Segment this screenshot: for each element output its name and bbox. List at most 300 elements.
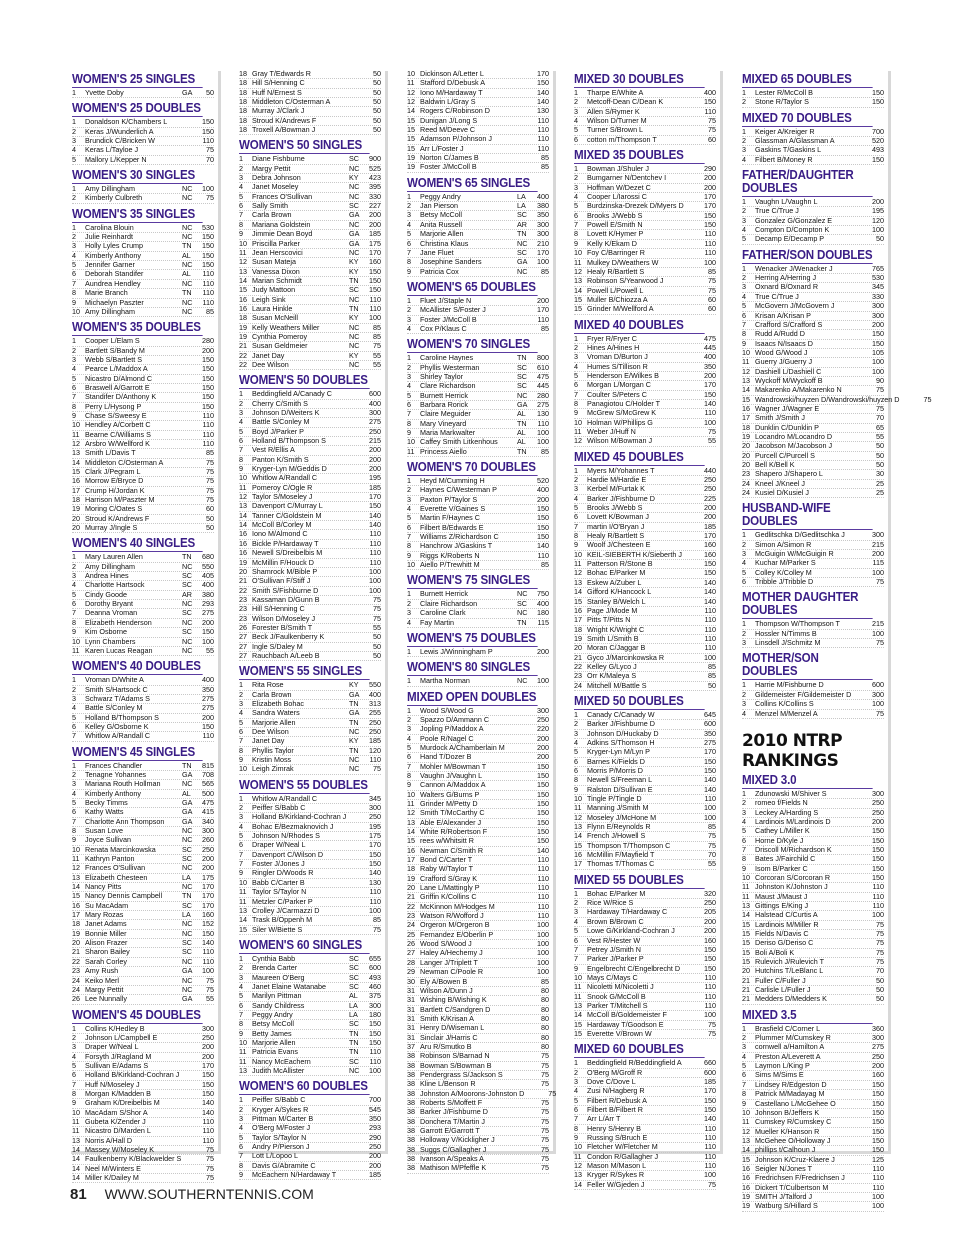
state (684, 1011, 698, 1019)
player-name: Plummer M/Cumskey R (755, 1033, 831, 1043)
state (852, 790, 866, 798)
rank: 15 (407, 134, 415, 144)
points: 110 (872, 1182, 884, 1192)
player-name: Davenport C/Murray L (252, 501, 323, 511)
points: 110 (704, 1142, 716, 1152)
player-name: Vest R/Hester W (587, 935, 641, 945)
points: 130 (537, 106, 549, 116)
rank: 4 (574, 493, 578, 503)
player-name: Crafford S/Gray K (420, 873, 477, 883)
points: 140 (537, 87, 549, 97)
section-title: WOMEN'S 50 DOUBLES (239, 373, 368, 388)
points: 200 (202, 712, 214, 722)
player-name: Cynthia Pomeroy (252, 331, 308, 341)
rank: 8 (742, 329, 746, 339)
section-title: WOMEN'S 70 SINGLES (407, 338, 538, 353)
points: 110 (537, 550, 549, 560)
player-name: Orr K/Maleya S (587, 671, 637, 681)
points: 75 (373, 604, 381, 614)
player-name: Foy C/Barringer R (587, 248, 645, 258)
player-name: Marjorie Allen (420, 229, 464, 239)
state: TN (182, 288, 192, 298)
points: 110 (704, 615, 716, 625)
state (852, 424, 866, 432)
rank: 12 (239, 492, 247, 502)
points: 75 (541, 1154, 549, 1164)
state: NC (182, 260, 193, 270)
points: 75 (206, 1173, 214, 1183)
points: 610 (537, 362, 549, 372)
state (852, 470, 866, 478)
state (684, 532, 698, 540)
player-name: Garrott E/Garrott T (420, 1126, 480, 1135)
points: 140 (369, 510, 381, 520)
points: 185 (704, 1076, 716, 1086)
player-name: Kryger-Lyn M/Geddis D (252, 464, 327, 474)
points: 600 (369, 389, 381, 399)
points: 175 (202, 872, 214, 882)
player-name: Sally Smith (252, 201, 288, 211)
rank: 8 (407, 770, 411, 780)
player-name: Nancy Dennis Campbell (85, 891, 163, 901)
section-title: WOMEN'S 70 DOUBLES (407, 460, 536, 475)
player-name: Riggs K/Roberts N (420, 550, 480, 560)
player-name: Janet Moseley (252, 182, 299, 192)
player-name: Henry D/Wiseman L (420, 1023, 485, 1033)
rank: 6 (407, 752, 411, 762)
rank: 1 (742, 530, 746, 540)
state (517, 1099, 531, 1107)
player-name: Suggs C/Gallagher J (420, 1144, 487, 1154)
rank: 38 (407, 1069, 415, 1079)
rank: 1 (742, 263, 746, 273)
rank: 13 (742, 900, 750, 910)
rank: 24 (407, 920, 415, 930)
points: 300 (872, 301, 884, 311)
rank: 21 (239, 341, 247, 351)
ranking-row (72, 308, 214, 317)
state (517, 297, 531, 305)
points: 110 (704, 106, 716, 116)
player-name: Simon A/Simon R (755, 539, 812, 549)
state (349, 1143, 363, 1151)
player-name: Aundrea Hendley (85, 278, 141, 288)
points: 150 (872, 1098, 884, 1108)
player-name: Kimberly Anthony (85, 250, 141, 260)
player-name: Poole R/Nagel C (420, 733, 474, 743)
player-name: Grinder M/Wellford A (587, 304, 654, 314)
player-name: Isaacs N/Isaacs D (755, 338, 813, 348)
ranking-row (407, 163, 549, 172)
rank: 11 (742, 882, 750, 892)
player-name: Fay Martin (420, 617, 454, 627)
rank: 11 (72, 429, 80, 439)
section-title: MIXED 65 DOUBLES (742, 73, 873, 88)
player-name: Debra Johnson (252, 173, 301, 183)
rank: 6 (742, 835, 746, 845)
state: TN (517, 617, 527, 627)
state (517, 1043, 531, 1051)
player-name: Wagner J/Wagner E (755, 403, 820, 413)
rank: 2 (574, 342, 578, 352)
points: 75 (708, 125, 716, 135)
points: 185 (704, 521, 716, 531)
state (852, 691, 866, 699)
player-name: Bell K/Bell K (755, 460, 795, 469)
state (852, 958, 866, 966)
state: NC (349, 294, 360, 304)
player-name: Kathy Watts (85, 807, 124, 817)
state: SC (517, 598, 527, 608)
player-name: Tingle P/Tingle D (587, 794, 642, 804)
points: 80 (541, 1023, 549, 1033)
section-title: HUSBAND-WIFE DOUBLES (742, 502, 873, 530)
player-name: Beddingfield R/Beddingfield A (587, 1058, 682, 1068)
state (852, 827, 866, 835)
state (852, 902, 866, 910)
points: 75 (541, 1135, 549, 1145)
points: 530 (202, 222, 214, 232)
points: 110 (704, 229, 716, 239)
player-name: Davenport C/Wilson D (252, 849, 324, 859)
player-name: Canady C/Canady W (587, 709, 655, 719)
state (852, 949, 866, 957)
rank: 6 (574, 766, 578, 775)
points: 75 (708, 1179, 716, 1189)
player-name: McGovern J/McGovern J (755, 301, 835, 311)
rank: 10 (239, 764, 247, 774)
state (517, 856, 531, 864)
points: 75 (708, 1019, 716, 1029)
state (349, 98, 363, 106)
player-name: Shapero J/Shapero L (755, 469, 823, 479)
state (852, 541, 866, 549)
player-name: Holly Lyles Crump (85, 241, 144, 251)
state: SC (349, 981, 359, 991)
player-name: Cindy Goode (85, 589, 127, 599)
column-card (68, 68, 218, 1183)
rank: 13 (574, 822, 582, 832)
rank: 13 (239, 1066, 247, 1075)
state (517, 98, 531, 106)
state: SC (517, 247, 527, 257)
ranking-row (742, 489, 884, 498)
rank: 9 (239, 1028, 243, 1038)
state (517, 145, 531, 153)
points: 150 (369, 266, 381, 276)
rank: 27 (407, 948, 415, 958)
player-name: McAllister S/Foster J (420, 305, 486, 315)
rank: 7 (407, 761, 411, 771)
ranking-section (742, 73, 884, 108)
player-name: Fuller C/Fuller J (755, 975, 806, 985)
points: 150 (202, 260, 214, 270)
points: 275 (704, 737, 716, 747)
state: NC (349, 331, 360, 341)
points: 100 (704, 257, 716, 267)
points: 60 (708, 134, 716, 144)
points: 150 (202, 392, 214, 402)
points: 250 (872, 798, 884, 808)
rank: 10 (72, 420, 80, 430)
player-name: Stafford D/Debusk A (420, 78, 485, 88)
points: 185 (369, 482, 381, 492)
state (517, 903, 531, 911)
player-name: Morgan K/Madden B (85, 1088, 151, 1098)
state: SC (517, 381, 527, 391)
state (349, 643, 363, 651)
rank: 18 (407, 864, 415, 874)
points: 300 (872, 788, 884, 798)
points: 110 (704, 643, 716, 653)
rank: 8 (239, 454, 243, 464)
state (852, 977, 866, 985)
rank: 6 (72, 269, 76, 279)
points: 75 (206, 485, 214, 495)
player-name: Janet Adams (85, 919, 127, 929)
rank: 2 (407, 598, 411, 608)
rank: 8 (407, 418, 411, 428)
rank: 10 (72, 844, 80, 854)
rank: 4 (742, 558, 746, 568)
rank: 5 (239, 831, 243, 841)
state: NC (182, 984, 193, 994)
points: 150 (537, 827, 549, 836)
points: 293 (202, 599, 214, 609)
points: 210 (537, 238, 549, 248)
player-name: Clark J/Pegram L (85, 467, 141, 476)
ranking-section (239, 1080, 381, 1180)
state (684, 240, 698, 248)
rankings-heading: 2010 NTRP RANKINGS (742, 730, 843, 771)
points: 60 (206, 504, 214, 514)
points: 160 (704, 540, 716, 550)
state (684, 786, 698, 794)
player-name: Spazzo D/Ammann C (420, 714, 490, 724)
points: 150 (872, 1079, 884, 1089)
rank: 38 (407, 1060, 415, 1070)
rank: 17 (742, 413, 750, 423)
rank: 24 (742, 488, 750, 498)
player-name: Andrea Hines (85, 571, 129, 581)
points: 150 (872, 872, 884, 882)
rank: 17 (72, 910, 80, 920)
rank: 11 (742, 357, 750, 367)
state (852, 531, 866, 539)
rank: 2 (239, 689, 243, 699)
points: 75 (876, 947, 884, 957)
points: 85 (206, 448, 214, 458)
rank: 3 (72, 571, 76, 581)
points: 30 (876, 469, 884, 479)
rank: 18 (72, 919, 80, 929)
state: AL (182, 250, 191, 260)
state (182, 468, 196, 476)
player-name: True C/True J (755, 206, 799, 216)
points: 200 (537, 494, 549, 504)
state: NC (349, 322, 360, 332)
player-name: Holland B/Kirkland-Cochran J (85, 1070, 180, 1080)
rank: 6 (239, 201, 243, 211)
points: 55 (206, 645, 214, 655)
rank: 30 (407, 976, 415, 986)
state (684, 711, 698, 719)
player-name: Forsyth J/Ragland M (85, 1051, 152, 1061)
points: 200 (369, 219, 381, 229)
state (182, 1137, 196, 1145)
points: 275 (369, 417, 381, 427)
rank: 11 (574, 559, 582, 569)
player-name: Arr L/Arr T (587, 1114, 621, 1124)
section-title: MIXED 45 DOUBLES (574, 451, 705, 466)
points: 250 (704, 475, 716, 485)
state (684, 946, 698, 954)
state (517, 931, 531, 939)
player-name: Paxton P/Taylor S (420, 494, 478, 504)
state: AR (517, 219, 527, 229)
points: 50 (373, 97, 381, 107)
state (852, 405, 866, 413)
rank: 9 (72, 1098, 76, 1108)
state (182, 496, 196, 504)
points: 50 (708, 680, 716, 690)
player-name: Janet Day (252, 350, 285, 360)
player-name: Robinson S/Yearwood J (587, 276, 664, 286)
ranking-row (72, 732, 214, 741)
state (182, 1071, 196, 1079)
player-name: Barker J/Fishburne D (587, 719, 655, 729)
rank: 5 (407, 229, 411, 239)
points: 250 (369, 727, 381, 736)
section-title: WOMEN'S 35 DOUBLES (72, 320, 201, 335)
site-url[interactable]: WWW.SOUTHERNTENNIS.COM (104, 1186, 314, 1202)
state: SC (182, 900, 192, 910)
rank: 10 (742, 872, 750, 882)
player-name: Christina Klaus (420, 238, 469, 248)
rank: 1 (574, 88, 578, 97)
state (517, 1155, 531, 1163)
player-name: Tribble J/Tribble D (755, 577, 814, 587)
player-name: Betsy McColl (420, 210, 462, 220)
player-name: Muller B/Chiozza A (587, 294, 648, 304)
state: SC (182, 938, 192, 948)
rank: 3 (742, 215, 746, 225)
state: NC (182, 882, 193, 892)
player-name: Mueller K/Hanson R (755, 1126, 820, 1136)
points: 75 (708, 840, 716, 850)
state (182, 459, 196, 467)
player-name: Haynes C/Westerman P (420, 485, 497, 495)
points: 70 (708, 850, 716, 860)
points: 85 (708, 661, 716, 671)
state: GA (349, 708, 360, 718)
points: 445 (704, 342, 716, 352)
state (349, 1152, 363, 1160)
player-name: Glassman A/Glassman A (755, 136, 835, 146)
player-name: Jane Fluet (420, 247, 454, 257)
points: 140 (537, 845, 549, 855)
points: 110 (202, 429, 214, 439)
state (517, 325, 531, 333)
state (852, 368, 866, 376)
rank: 2 (239, 163, 243, 173)
points: 110 (537, 892, 549, 902)
player-name: Caroline Haynes (420, 353, 474, 363)
player-name: Pearce L/Maddox A (85, 364, 148, 374)
player-name: Able E/Alexander J (420, 817, 482, 827)
rank: 14 (72, 1173, 80, 1183)
rank: 2 (742, 97, 746, 107)
player-name: Walters G/Burns P (420, 789, 480, 799)
state (852, 358, 866, 366)
player-name: Zusi N/Hagberg R (587, 1086, 645, 1096)
rank: 1 (574, 164, 578, 174)
state (182, 714, 196, 722)
player-name: SMITH J/Talford J (755, 1191, 813, 1201)
player-name: Boyd J/Parker P (252, 426, 304, 436)
state: NC (182, 599, 193, 609)
rank: 7 (742, 844, 746, 854)
page-number: 81 (70, 1186, 87, 1203)
rank: 11 (574, 257, 582, 267)
ranking-section (407, 632, 549, 657)
player-name: Taylor S/Taylor N (252, 1132, 307, 1142)
points: 150 (369, 1019, 381, 1029)
state (517, 735, 531, 743)
state (517, 921, 531, 929)
player-name: Condon R/Gallagher J (587, 1151, 659, 1161)
points: 185 (369, 1170, 381, 1180)
rank: 13 (239, 905, 247, 915)
player-name: Cynthia Babb (252, 953, 296, 963)
state (517, 79, 531, 87)
rank: 3 (574, 182, 578, 192)
points: 170 (537, 69, 549, 78)
rank: 9 (574, 1133, 578, 1143)
rank: 2 (574, 173, 578, 183)
points: 300 (369, 803, 381, 813)
rank: 9 (742, 338, 746, 348)
state: TN (182, 552, 192, 562)
points: 160 (369, 257, 381, 267)
rank: 1 (407, 705, 411, 715)
state: LA (517, 191, 526, 201)
ranking-row (574, 437, 716, 446)
player-name: Frances O'Sullivan (252, 191, 313, 201)
rank: 3 (239, 972, 243, 982)
points: 50 (876, 460, 884, 469)
points: 200 (202, 617, 214, 627)
points: 160 (202, 910, 214, 920)
points: 75 (541, 1079, 549, 1089)
points: 75 (541, 1126, 549, 1135)
points: 110 (202, 1116, 214, 1126)
rank: 9 (742, 863, 746, 873)
player-name: martin I/O'Bryan J (587, 521, 645, 531)
rank: 6 (574, 134, 578, 144)
state (684, 305, 698, 313)
state: TN (182, 891, 192, 901)
points: 445 (537, 381, 549, 391)
player-name: Herring A/Herring J (755, 273, 817, 283)
player-name: Carla Brown (252, 210, 292, 220)
rank: 11 (72, 645, 80, 655)
player-name: Fryer R/Fryer C (587, 333, 637, 343)
state: NC (517, 266, 528, 276)
state (852, 377, 866, 385)
points: 400 (369, 689, 381, 699)
player-name: Iono M/Almond C (252, 529, 308, 539)
